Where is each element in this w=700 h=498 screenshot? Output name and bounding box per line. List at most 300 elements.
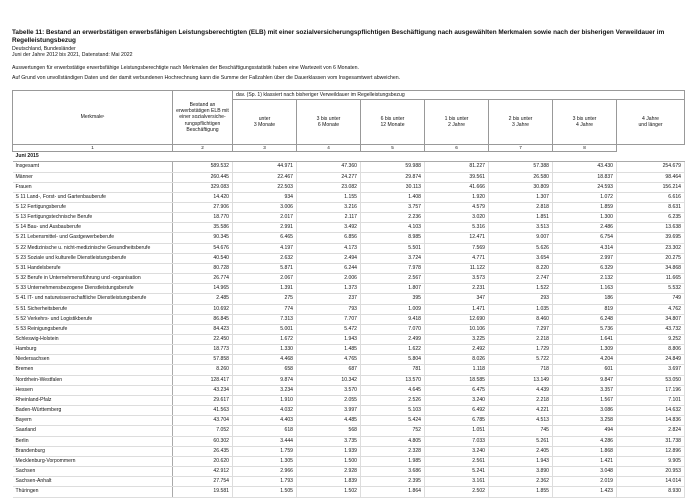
- column-header-line: 4 Jahre: [576, 122, 593, 128]
- cell-value: 1.118: [425, 365, 489, 375]
- table-row: [13, 467, 685, 477]
- cell-value: 781: [361, 365, 425, 375]
- column-header-line: 12 Monate: [380, 122, 405, 128]
- cell-value: 5.001: [233, 324, 297, 334]
- cell-value: 53.050: [617, 375, 685, 385]
- cell-value: 13.570: [361, 375, 425, 385]
- cell-value: 43.234: [173, 385, 233, 395]
- cell-value: 1.522: [489, 284, 553, 294]
- cell-value: 601: [553, 365, 617, 375]
- cell-value: 4.314: [553, 243, 617, 253]
- row-label: Insgesamt: [13, 162, 173, 172]
- row-label: Schleswig-Holstein: [13, 335, 173, 345]
- cell-value: 819: [553, 304, 617, 314]
- cell-value: 3.161: [425, 477, 489, 487]
- table-row: [13, 335, 685, 345]
- table-row: [13, 416, 685, 426]
- cell-value: 156.214: [617, 182, 685, 192]
- table-row: [13, 477, 685, 487]
- row-label: S 31 Handelsberufe: [13, 263, 173, 273]
- cell-value: 30.113: [361, 182, 425, 192]
- cell-value: 80.728: [173, 263, 233, 273]
- cell-value: 13.638: [617, 223, 685, 233]
- cell-value: 1.309: [553, 345, 617, 355]
- cell-value: 589.532: [173, 162, 233, 172]
- cell-value: 5.871: [233, 263, 297, 273]
- cell-value: 1.839: [297, 477, 361, 487]
- table-row: [13, 263, 685, 273]
- row-label: Sachsen: [13, 467, 173, 477]
- cell-value: 3.735: [297, 436, 361, 446]
- cell-value: 5.722: [489, 355, 553, 365]
- cell-value: 24.277: [297, 172, 361, 182]
- row-label: S 14 Bau- und Ausbauberufe: [13, 223, 173, 233]
- cell-value: 2.502: [425, 487, 489, 497]
- cell-value: 18.837: [553, 172, 617, 182]
- row-label: Thüringen: [13, 487, 173, 497]
- cell-value: 2.632: [233, 253, 297, 263]
- cell-value: 4.771: [425, 253, 489, 263]
- table-row: [13, 385, 685, 395]
- cell-value: 745: [489, 426, 553, 436]
- cell-value: 5.532: [617, 284, 685, 294]
- column-header-line: 2 bis unter: [508, 115, 533, 122]
- cell-value: 7.707: [297, 314, 361, 324]
- cell-value: 2.486: [553, 223, 617, 233]
- cell-value: 9.874: [233, 375, 297, 385]
- cell-value: 2.824: [617, 426, 685, 436]
- cell-value: 4.439: [489, 385, 553, 395]
- cell-value: 5.804: [361, 355, 425, 365]
- cell-value: 86.845: [173, 314, 233, 324]
- column-number: 5: [361, 145, 425, 152]
- row-label: S 41 IT- und naturwissenschaftliche Dienstleistungsberufe: [13, 294, 173, 304]
- cell-value: 2.494: [297, 253, 361, 263]
- cell-value: 26.435: [173, 446, 233, 456]
- row-label: Hamburg: [13, 345, 173, 355]
- table-row: [13, 436, 685, 446]
- cell-value: 1.485: [297, 345, 361, 355]
- cell-value: 7.978: [361, 263, 425, 273]
- cell-value: 4.645: [361, 385, 425, 395]
- cell-value: 4.286: [553, 436, 617, 446]
- section-row: [13, 152, 685, 162]
- cell-value: 8.260: [173, 365, 233, 375]
- cell-value: 2.231: [425, 284, 489, 294]
- cell-value: 6.465: [233, 233, 297, 243]
- cell-value: 4.762: [617, 304, 685, 314]
- cell-value: 3.357: [553, 385, 617, 395]
- total-header: Bestand an erwerbstätigen ELB mit einer sozialversiche-rungspflichtigen Beschäftigung: [173, 91, 233, 145]
- table-row: [13, 182, 685, 192]
- cell-value: 6.475: [425, 385, 489, 395]
- cell-value: 8.806: [617, 345, 685, 355]
- cell-value: 3.216: [297, 202, 361, 212]
- row-label: Mecklenburg-Vorpommern: [13, 456, 173, 466]
- cell-value: 2.405: [489, 446, 553, 456]
- row-label: Nordrhein-Westfalen: [13, 375, 173, 385]
- cell-value: 13.149: [489, 375, 553, 385]
- cell-value: 22.467: [233, 172, 297, 182]
- cell-value: 4.805: [361, 436, 425, 446]
- table-row: [13, 314, 685, 324]
- note-waiting-time: Auswertungen für erwerbstätige erwerbsfähige Leistungsberechtigte nach Merkmalen der Beschäftigungsstatistik haben eine Wartezeit von 6 Monaten.: [12, 64, 359, 71]
- table-row: [13, 375, 685, 385]
- cell-value: 18.773: [173, 345, 233, 355]
- cell-value: 57.858: [173, 355, 233, 365]
- table-row: [13, 233, 685, 243]
- note-extrapolation: Auf Grund von unvollständigen Daten und der damit verbundenen Hochrechnung kann die Summe der Fallzahlen über die Dauerklassen vom Insgesamtwert abweichen.: [12, 75, 401, 82]
- cell-value: 20.275: [617, 253, 685, 263]
- column-number: 8: [553, 145, 617, 152]
- table-body: [13, 152, 685, 497]
- cell-value: 9.252: [617, 335, 685, 345]
- cell-value: 2.006: [297, 274, 361, 284]
- cell-value: 1.072: [553, 192, 617, 202]
- cell-value: 7.313: [233, 314, 297, 324]
- cell-value: 2.117: [297, 213, 361, 223]
- column-header: [425, 100, 489, 145]
- row-label: S 22 Medizinische u. nicht-medizinische Gesundheitsberufe: [13, 243, 173, 253]
- table-row: [13, 355, 685, 365]
- cell-value: 4.197: [233, 243, 297, 253]
- column-number: 6: [425, 145, 489, 152]
- column-header-line: 1 bis unter: [444, 115, 469, 122]
- cell-value: 54.676: [173, 243, 233, 253]
- cell-value: 20.953: [617, 467, 685, 477]
- cell-value: 5.736: [553, 324, 617, 334]
- cell-value: 1.910: [233, 395, 297, 405]
- cell-value: 8.026: [425, 355, 489, 365]
- cell-value: 3.258: [553, 416, 617, 426]
- stub-header: Merkmale¹: [13, 91, 173, 145]
- cell-value: 10.692: [173, 304, 233, 314]
- table-row: [13, 406, 685, 416]
- cell-value: 57.388: [489, 162, 553, 172]
- cell-value: 22.503: [233, 182, 297, 192]
- cell-value: 2.067: [233, 274, 297, 284]
- cell-value: 1.408: [361, 192, 425, 202]
- row-label: Bremen: [13, 365, 173, 375]
- cell-value: 1.502: [297, 487, 361, 497]
- cell-value: 17.196: [617, 385, 685, 395]
- cell-value: 2.991: [233, 223, 297, 233]
- cell-value: 6.616: [617, 192, 685, 202]
- cell-value: 7.569: [425, 243, 489, 253]
- column-number: 7: [489, 145, 553, 152]
- cell-value: 18.585: [425, 375, 489, 385]
- cell-value: 4.485: [297, 416, 361, 426]
- table-row: [13, 294, 685, 304]
- cell-value: 1.641: [553, 335, 617, 345]
- cell-value: 12.471: [425, 233, 489, 243]
- column-header: [297, 100, 361, 145]
- table-row: [13, 426, 685, 436]
- cell-value: 4.221: [489, 406, 553, 416]
- cell-value: 293: [489, 294, 553, 304]
- cell-value: 275: [233, 294, 297, 304]
- row-label: S 53 Reinigungsberufe: [13, 324, 173, 334]
- cell-value: 31.738: [617, 436, 685, 446]
- cell-value: 7.033: [425, 436, 489, 446]
- table-row: [13, 395, 685, 405]
- cell-value: 6.856: [297, 233, 361, 243]
- table-row: [13, 345, 685, 355]
- region-line: Deutschland, Bundesländer: [12, 45, 76, 52]
- cell-value: 26.774: [173, 274, 233, 284]
- cell-value: 12.896: [617, 446, 685, 456]
- row-label: Frauen: [13, 182, 173, 192]
- cell-value: 2.499: [361, 335, 425, 345]
- row-label: Männer: [13, 172, 173, 182]
- column-header-line: 4 Jahre: [642, 115, 659, 122]
- column-header: [233, 100, 297, 145]
- column-header-line: 3 Jahre: [512, 122, 529, 128]
- cell-value: 7.070: [361, 324, 425, 334]
- cell-value: 3.492: [297, 223, 361, 233]
- row-label: S 33 Unternehmensbezogene Dienstleistungsberufe: [13, 284, 173, 294]
- cell-value: 3.240: [425, 446, 489, 456]
- cell-value: 41.666: [425, 182, 489, 192]
- cell-value: 3.997: [297, 406, 361, 416]
- cell-value: 59.988: [361, 162, 425, 172]
- cell-value: 2.362: [489, 477, 553, 487]
- cell-value: 774: [233, 304, 297, 314]
- row-label: S 23 Soziale und kulturelle Dienstleistungsberufe: [13, 253, 173, 263]
- table-row: [13, 304, 685, 314]
- cell-value: 4.403: [233, 416, 297, 426]
- cell-value: 1.759: [233, 446, 297, 456]
- table-row: [13, 456, 685, 466]
- period-line: Juni der Jahre 2012 bis 2021, Datenstand: Mai 2022: [12, 52, 133, 59]
- cell-value: 8.220: [489, 263, 553, 273]
- row-label: S 12 Fertigungsberufe: [13, 202, 173, 212]
- cell-value: 1.307: [489, 192, 553, 202]
- table-row: [13, 365, 685, 375]
- column-header: [617, 100, 685, 145]
- row-label: S 11 Land-, Forst- und Gartenbauberufe: [13, 192, 173, 202]
- cell-value: 329.083: [173, 182, 233, 192]
- cell-value: 1.423: [553, 487, 617, 497]
- cell-value: 793: [297, 304, 361, 314]
- cell-value: 8.930: [617, 487, 685, 497]
- column-header: [489, 100, 553, 145]
- cell-value: 6.492: [425, 406, 489, 416]
- cell-value: 3.513: [489, 223, 553, 233]
- column-number: 2: [173, 145, 233, 152]
- cell-value: 6.754: [553, 233, 617, 243]
- cell-value: 1.330: [233, 345, 297, 355]
- cell-value: 14.632: [617, 406, 685, 416]
- cell-value: 5.261: [489, 436, 553, 446]
- cell-value: 128.417: [173, 375, 233, 385]
- cell-value: 47.360: [297, 162, 361, 172]
- cell-value: 1.163: [553, 284, 617, 294]
- cell-value: 1.868: [553, 446, 617, 456]
- cell-value: 2.492: [425, 345, 489, 355]
- table-row: [13, 202, 685, 212]
- cell-value: 1.807: [361, 284, 425, 294]
- cell-value: 10.106: [425, 324, 489, 334]
- cell-value: 1.009: [361, 304, 425, 314]
- column-header-line: 6 Monate: [317, 122, 340, 128]
- cell-value: 23.302: [617, 243, 685, 253]
- cell-value: 618: [233, 426, 297, 436]
- table-row: [13, 213, 685, 223]
- cell-value: 3.573: [425, 274, 489, 284]
- cell-value: 8.985: [361, 233, 425, 243]
- cell-value: 6.235: [617, 213, 685, 223]
- cell-value: 9.007: [489, 233, 553, 243]
- cell-value: 14.014: [617, 477, 685, 487]
- cell-value: 718: [489, 365, 553, 375]
- row-label: S 52 Verkehrs- und Logistikberufe: [13, 314, 173, 324]
- column-header-line: 6 bis unter: [380, 115, 405, 122]
- cell-value: 752: [361, 426, 425, 436]
- row-label: Rheinland-Pfalz: [13, 395, 173, 405]
- cell-value: 1.155: [297, 192, 361, 202]
- column-header-line: 3 Monate: [253, 122, 276, 128]
- cell-value: 1.391: [233, 284, 297, 294]
- cell-value: 4.765: [297, 355, 361, 365]
- row-label: Sachsen-Anhalt: [13, 477, 173, 487]
- cell-value: 5.103: [361, 406, 425, 416]
- cell-value: 1.500: [297, 456, 361, 466]
- row-label: S 21 Lebensmittel- und Gastgewerbeberufe: [13, 233, 173, 243]
- cell-value: 1.920: [425, 192, 489, 202]
- cell-value: 568: [297, 426, 361, 436]
- cell-value: 42.912: [173, 467, 233, 477]
- cell-value: 29.874: [361, 172, 425, 182]
- cell-value: 260.445: [173, 172, 233, 182]
- cell-value: 395: [361, 294, 425, 304]
- cell-value: 3.086: [553, 406, 617, 416]
- cell-value: 4.173: [297, 243, 361, 253]
- cell-value: 3.654: [489, 253, 553, 263]
- cell-value: 7.297: [489, 324, 553, 334]
- cell-value: 4.204: [553, 355, 617, 365]
- cell-value: 1.567: [553, 395, 617, 405]
- cell-value: 30.809: [489, 182, 553, 192]
- cell-value: 1.943: [297, 335, 361, 345]
- cell-value: 3.890: [489, 467, 553, 477]
- cell-value: 23.082: [297, 182, 361, 192]
- cell-value: 1.985: [361, 456, 425, 466]
- table-row: [13, 274, 685, 284]
- row-label: Brandenburg: [13, 446, 173, 456]
- cell-value: 9.847: [553, 375, 617, 385]
- cell-value: 2.055: [297, 395, 361, 405]
- cell-value: 20.620: [173, 456, 233, 466]
- cell-value: 934: [233, 192, 297, 202]
- cell-value: 1.729: [489, 345, 553, 355]
- cell-value: 7.052: [173, 426, 233, 436]
- row-label: Niedersachsen: [13, 355, 173, 365]
- section-label: Juni 2015: [13, 152, 685, 162]
- table-row: [13, 223, 685, 233]
- column-number-row: [13, 145, 685, 152]
- row-label: S 51 Sicherheitsberufe: [13, 304, 173, 314]
- cell-value: 1.373: [297, 284, 361, 294]
- table-row: [13, 253, 685, 263]
- cell-value: 1.305: [233, 456, 297, 466]
- cell-value: 186: [553, 294, 617, 304]
- cell-value: 14.965: [173, 284, 233, 294]
- cell-value: 5.316: [425, 223, 489, 233]
- cell-value: 1.864: [361, 487, 425, 497]
- cell-value: 2.567: [361, 274, 425, 284]
- column-number: 4: [297, 145, 361, 152]
- table-row: [13, 192, 685, 202]
- cell-value: 6.329: [553, 263, 617, 273]
- cell-value: 1.793: [233, 477, 297, 487]
- cell-value: 41.563: [173, 406, 233, 416]
- cell-value: 24.593: [553, 182, 617, 192]
- cell-value: 749: [617, 294, 685, 304]
- cell-value: 1.939: [297, 446, 361, 456]
- cell-value: 3.006: [233, 202, 297, 212]
- cell-value: 347: [425, 294, 489, 304]
- cell-value: 2.485: [173, 294, 233, 304]
- cell-value: 5.472: [297, 324, 361, 334]
- cell-value: 18.770: [173, 213, 233, 223]
- column-header: [361, 100, 425, 145]
- cell-value: 2.328: [361, 446, 425, 456]
- cell-value: 90.345: [173, 233, 233, 243]
- cell-value: 43.430: [553, 162, 617, 172]
- cell-value: 3.225: [425, 335, 489, 345]
- page-header: [12, 29, 688, 82]
- cell-value: 39.695: [617, 233, 685, 243]
- cell-value: 34.868: [617, 263, 685, 273]
- cell-value: 1.421: [553, 456, 617, 466]
- cell-value: 43.704: [173, 416, 233, 426]
- cell-value: 1.672: [233, 335, 297, 345]
- cell-value: 98.464: [617, 172, 685, 182]
- cell-value: 4.468: [233, 355, 297, 365]
- table-row: [13, 243, 685, 253]
- cell-value: 658: [233, 365, 297, 375]
- cell-value: 2.218: [489, 335, 553, 345]
- cell-value: 14.836: [617, 416, 685, 426]
- cell-value: 81.227: [425, 162, 489, 172]
- cell-value: 27.906: [173, 202, 233, 212]
- cell-value: 3.697: [617, 365, 685, 375]
- cell-value: 2.236: [361, 213, 425, 223]
- column-number: 1: [13, 145, 173, 152]
- row-label: Berlin: [13, 436, 173, 446]
- cell-value: 1.505: [233, 487, 297, 497]
- cell-value: 3.020: [425, 213, 489, 223]
- row-label: S 32 Berufe in Unternehmensführung und -organisation: [13, 274, 173, 284]
- row-label: Baden-Württemberg: [13, 406, 173, 416]
- cell-value: 2.218: [489, 395, 553, 405]
- cell-value: 6.785: [425, 416, 489, 426]
- cell-value: 6.244: [297, 263, 361, 273]
- cell-value: 1.622: [361, 345, 425, 355]
- cell-value: 254.679: [617, 162, 685, 172]
- cell-value: 3.686: [361, 467, 425, 477]
- cell-value: 494: [553, 426, 617, 436]
- row-label: Hessen: [13, 385, 173, 395]
- cell-value: 2.966: [233, 467, 297, 477]
- column-header: [553, 100, 617, 145]
- cell-value: 2.928: [297, 467, 361, 477]
- column-header-line: 2 Jahre: [448, 122, 465, 128]
- cell-value: 2.561: [425, 456, 489, 466]
- cell-value: 1.859: [553, 202, 617, 212]
- cell-value: 1.851: [489, 213, 553, 223]
